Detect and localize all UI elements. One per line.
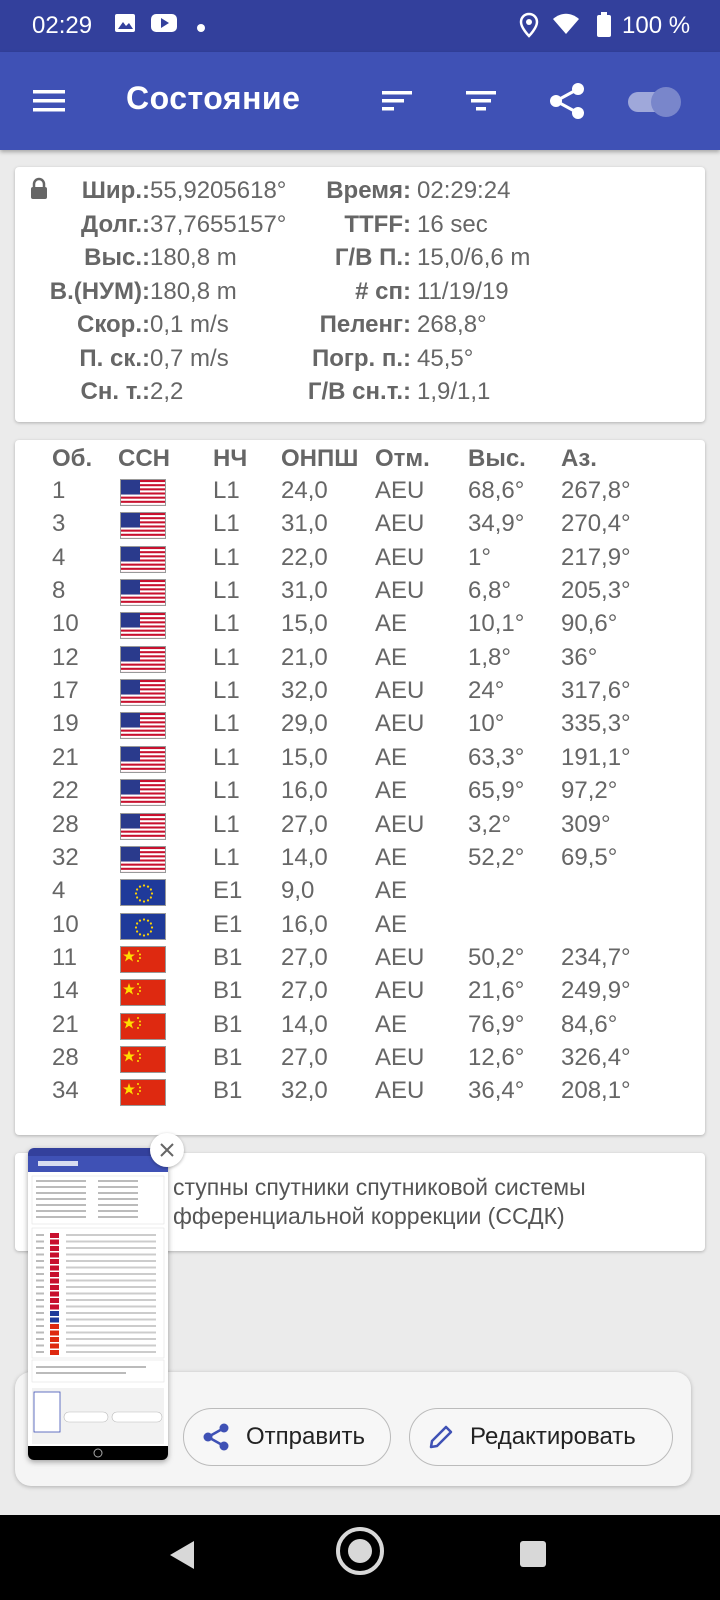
sat-cn0: 27,0 [281,943,328,971]
info-label: Выс.: [84,244,150,271]
info-label: Г/В сн.т.: [307,378,411,405]
sat-frequency: L1 [213,810,240,838]
sat-azimuth: 217,9° [561,543,631,571]
send-button[interactable] [183,1408,391,1466]
info-label: Шир.: [81,177,150,204]
header-gnss: ССН [118,445,170,472]
sort-icon[interactable] [374,78,420,124]
sbas-notice-text [173,1173,693,1231]
sat-id: 1 [52,477,66,504]
header-id: Об. [52,445,93,472]
sat-frequency: L1 [213,743,240,771]
table-row[interactable] [15,1011,705,1045]
sat-frequency: E1 [213,910,243,938]
china-flag-icon [120,1046,166,1073]
sat-flags: AEU [375,1077,425,1105]
sat-cn0: 21,0 [281,643,328,671]
info-label: Пеленг: [319,311,411,338]
sat-elevation: 10,1° [468,610,525,638]
header-freq: НЧ [213,445,248,472]
sat-flags: AEU [375,543,425,571]
sat-id: 22 [52,777,79,805]
table-row[interactable] [15,577,705,611]
share-icon [202,1423,230,1451]
info-value: 1,9/1,1 [417,378,491,405]
sat-frequency: E1 [213,877,243,905]
sat-cn0: 31,0 [281,510,328,538]
table-row[interactable] [15,944,705,978]
sat-cn0: 9,0 [281,877,315,905]
sat-cn0: 15,0 [281,610,328,638]
sat-id: 12 [52,643,79,671]
send-button-label: Отправить [246,1423,366,1450]
screenshot-thumbnail[interactable] [28,1148,168,1460]
sat-cn0: 14,0 [281,843,328,871]
eu-flag-icon [120,913,166,940]
sat-elevation: 52,2° [468,843,525,871]
sat-cn0: 16,0 [281,777,328,805]
sat-id: 3 [52,510,66,538]
table-header [15,445,705,479]
sat-cn0: 22,0 [281,543,328,571]
sat-frequency: L1 [213,777,240,805]
table-row[interactable] [15,610,705,644]
china-flag-icon [120,946,166,973]
table-row[interactable] [15,1044,705,1078]
table-row[interactable] [15,710,705,744]
sat-elevation: 63,3° [468,743,525,771]
pencil-icon [428,1424,454,1450]
edit-button[interactable] [409,1408,673,1466]
location-icon [518,12,540,43]
info-value: 16 sec [417,210,488,238]
info-label: Г/В П.: [334,244,411,271]
info-label: Погр. п.: [311,344,411,372]
sat-elevation: 12,6° [468,1043,525,1071]
sat-cn0: 15,0 [281,743,328,771]
usa-flag-icon [120,479,166,506]
sat-flags: AEU [375,510,425,538]
sat-cn0: 27,0 [281,1043,328,1071]
sat-frequency: L1 [213,543,240,571]
dot-icon [196,20,206,38]
eu-flag-icon [120,879,166,906]
sat-elevation: 21,6° [468,977,525,1005]
table-row[interactable] [15,744,705,778]
sat-flags: AEU [375,677,425,705]
sat-cn0: 29,0 [281,710,328,738]
sat-frequency: L1 [213,510,240,538]
info-label: Долг.: [81,210,150,238]
info-value: 45,5° [417,344,474,372]
info-row [15,345,705,379]
navigation-bar [0,1515,720,1600]
info-value: 0,1 m/s [150,311,229,338]
sbas-notice-line2: фференциальной коррекции (ССДК) [173,1203,565,1229]
table-row[interactable] [15,477,705,511]
header-azimuth: Аз. [561,445,597,472]
usa-flag-icon [120,846,166,873]
info-value: 180,8 m [150,244,237,271]
sat-azimuth: 249,9° [561,977,631,1005]
table-row[interactable] [15,544,705,578]
back-icon[interactable] [166,1537,198,1573]
sat-id: 8 [52,577,66,605]
sat-flags: AEU [375,710,425,738]
sat-flags: AE [375,643,408,671]
sat-elevation: 65,9° [468,777,525,805]
sat-elevation: 1° [468,543,491,571]
sat-azimuth: 90,6° [561,610,618,638]
usa-flag-icon [120,546,166,573]
sat-cn0: 27,0 [281,977,328,1005]
sat-id: 4 [52,877,66,905]
sat-azimuth: 335,3° [561,710,631,738]
info-row [15,244,705,278]
header-cn0: ОНПШ [281,445,359,472]
sat-flags: AE [375,843,408,871]
app-bar [0,52,720,150]
sat-elevation: 3,2° [468,810,511,838]
info-label: TTFF: [344,210,411,238]
status-bar [0,0,720,52]
info-value: 180,8 m [150,277,237,305]
home-icon[interactable] [334,1525,386,1577]
sat-frequency: B1 [213,1010,243,1038]
usa-flag-icon [120,746,166,773]
usa-flag-icon [120,646,166,673]
table-row[interactable] [15,677,705,711]
sat-flags: AEU [375,477,425,504]
info-row [15,311,705,345]
sat-id: 10 [52,910,79,938]
sat-elevation: 50,2° [468,943,525,971]
table-row[interactable] [15,644,705,678]
sat-flags: AEU [375,1043,425,1071]
table-row[interactable] [15,877,705,911]
usa-flag-icon [120,679,166,706]
sat-elevation: 10° [468,710,505,738]
sat-frequency: L1 [213,677,240,705]
table-row[interactable] [15,510,705,544]
usa-flag-icon [120,712,166,739]
usa-flag-icon [120,512,166,539]
sat-cn0: 27,0 [281,810,328,838]
china-flag-icon [120,1013,166,1040]
header-elevation: Выс. [468,445,526,472]
sat-flags: AEU [375,577,425,605]
sat-frequency: L1 [213,710,240,738]
page-title: Состояние [126,80,301,116]
sat-id: 10 [52,610,79,638]
info-row [15,378,705,412]
sat-frequency: B1 [213,977,243,1005]
sat-azimuth: 36° [561,643,598,671]
youtube-icon [150,12,178,39]
sat-elevation: 6,8° [468,577,511,605]
sat-cn0: 32,0 [281,677,328,705]
sat-azimuth: 84,6° [561,1010,618,1038]
table-row[interactable] [15,977,705,1011]
info-row [15,278,705,312]
recents-icon[interactable] [518,1539,548,1569]
info-label: В.(НУМ): [49,277,150,305]
info-value: 02:29:24 [417,177,511,204]
sat-flags: AEU [375,977,425,1005]
sat-azimuth: 97,2° [561,777,618,805]
share-icon[interactable] [544,78,590,124]
usa-flag-icon [120,813,166,840]
close-icon[interactable] [150,1133,184,1167]
sat-id: 28 [52,810,79,838]
sat-flags: AEU [375,943,425,971]
sat-cn0: 14,0 [281,1010,328,1038]
sat-azimuth: 270,4° [561,510,631,538]
sat-frequency: L1 [213,843,240,871]
table-row[interactable] [15,1077,705,1111]
sat-frequency: B1 [213,943,243,971]
usa-flag-icon [120,779,166,806]
sat-flags: AE [375,777,408,805]
sat-flags: AE [375,610,408,638]
sat-frequency: L1 [213,477,240,504]
sat-flags: AE [375,743,408,771]
sat-flags: AEU [375,810,425,838]
sat-id: 34 [52,1077,79,1105]
filter-icon[interactable] [458,78,504,124]
toggle-switch[interactable] [626,78,684,124]
table-row[interactable] [15,844,705,878]
header-flags: Отм. [375,445,430,472]
sat-azimuth: 326,4° [561,1043,631,1071]
table-row[interactable] [15,811,705,845]
sat-id: 19 [52,710,79,738]
edit-button-label: Редактировать [470,1423,636,1450]
sat-flags: AE [375,910,408,938]
sat-cn0: 31,0 [281,577,328,605]
sbas-notice-line1: ступны спутники спутниковой системы [173,1174,586,1200]
sat-flags: AE [375,877,408,905]
sat-id: 21 [52,1010,79,1038]
sat-id: 17 [52,677,79,705]
status-time: 02:29 [32,12,93,39]
battery-percent: 100 % [622,12,691,39]
info-row [15,177,705,211]
info-value: 37,7655157° [150,210,287,238]
info-label: # сп: [355,277,411,305]
sat-frequency: L1 [213,643,240,671]
table-row[interactable] [15,911,705,945]
sat-id: 28 [52,1043,79,1071]
sat-id: 14 [52,977,79,1005]
sat-azimuth: 267,8° [561,477,631,504]
sat-id: 32 [52,843,79,871]
sat-frequency: B1 [213,1043,243,1071]
gallery-icon [114,12,136,39]
sat-azimuth: 69,5° [561,843,618,871]
china-flag-icon [120,1079,166,1106]
sat-id: 21 [52,743,79,771]
sat-elevation: 34,9° [468,510,525,538]
info-label: Сн. т.: [80,378,150,405]
info-value: 268,8° [417,311,487,338]
position-info-card [15,167,705,422]
usa-flag-icon [120,612,166,639]
sat-azimuth: 309° [561,810,611,838]
sat-cn0: 16,0 [281,910,328,938]
info-value: 55,9205618° [150,177,287,204]
sat-elevation: 36,4° [468,1077,525,1105]
info-value: 15,0/6,6 m [417,244,531,271]
sat-frequency: L1 [213,577,240,605]
table-row[interactable] [15,777,705,811]
satellite-table-card [15,440,705,1135]
info-value: 11/19/19 [417,277,509,305]
battery-icon [596,12,612,43]
sat-azimuth: 317,6° [561,677,631,705]
sat-cn0: 24,0 [281,477,328,504]
sat-azimuth: 205,3° [561,577,631,605]
sat-elevation: 24° [468,677,505,705]
sat-azimuth: 191,1° [561,743,631,771]
sat-elevation: 76,9° [468,1010,525,1038]
usa-flag-icon [120,579,166,606]
info-row [15,211,705,245]
sat-azimuth: 234,7° [561,943,631,971]
sat-frequency: L1 [213,610,240,638]
info-label: Время: [326,177,411,204]
china-flag-icon [120,979,166,1006]
info-value: 0,7 m/s [150,344,229,372]
sat-id: 4 [52,543,66,571]
sat-cn0: 32,0 [281,1077,328,1105]
sat-elevation: 68,6° [468,477,525,504]
sat-elevation: 1,8° [468,643,511,671]
menu-icon[interactable] [26,78,72,124]
sat-id: 11 [52,943,77,971]
sat-frequency: B1 [213,1077,243,1105]
wifi-icon [552,12,580,41]
info-label: Скор.: [76,311,150,338]
sat-flags: AE [375,1010,408,1038]
info-value: 2,2 [150,378,184,405]
info-label: П. ск.: [79,344,150,372]
sat-azimuth: 208,1° [561,1077,631,1105]
